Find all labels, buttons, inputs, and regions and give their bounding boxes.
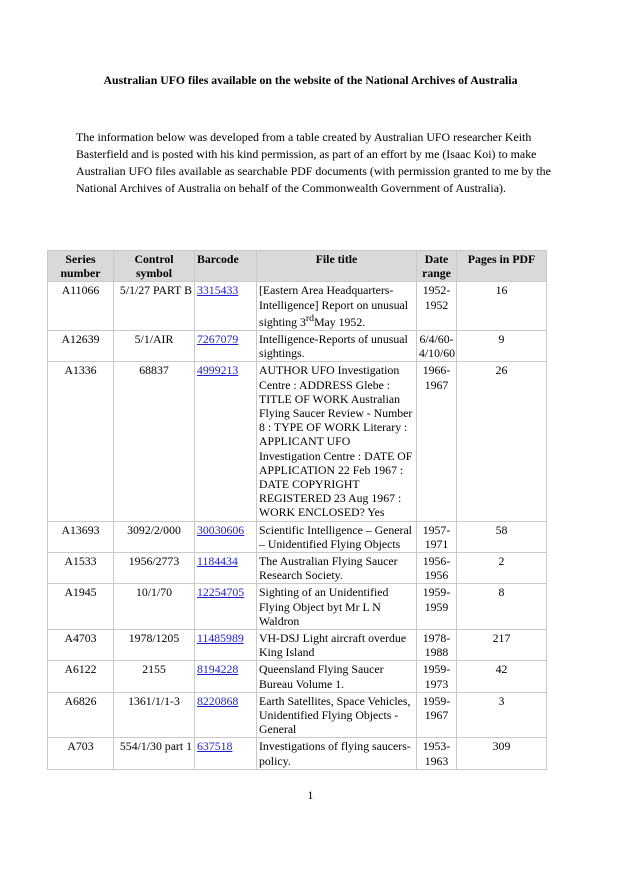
barcode-link[interactable]: 7267079 — [197, 331, 239, 346]
cell-control: 5/1/AIR — [114, 330, 195, 361]
cell-pages: 217 — [457, 630, 547, 661]
cell-date: 1959-1973 — [417, 661, 457, 692]
cell-barcode — [195, 521, 257, 552]
cell-series: A11066 — [48, 282, 114, 331]
cell-date: 1952-1952 — [417, 282, 457, 331]
cell-date: 6/4/60-4/10/60 — [417, 330, 457, 361]
cell-series: A4703 — [48, 630, 114, 661]
cell-control: 554/1/30 part 1 — [114, 738, 195, 769]
cell-control: 2155 — [114, 661, 195, 692]
table-row — [48, 552, 547, 583]
barcode-link[interactable]: 4999213 — [197, 363, 239, 378]
title-text-end: May 1952. — [314, 314, 366, 329]
cell-title: Earth Satellites, Space Vehicles, Unidentified Flying Objects - General — [257, 692, 417, 738]
cell-pages: 16 — [457, 282, 547, 331]
cell-barcode — [195, 584, 257, 630]
cell-date: 1959-1959 — [417, 584, 457, 630]
cell-barcode — [195, 630, 257, 661]
cell-series: A1945 — [48, 584, 114, 630]
cell-pages: 3 — [457, 692, 547, 738]
cell-title: AUTHOR UFO Investigation Centre : ADDRESS Glebe : TITLE OF WORK Australian Flying Saucer Review - Number 8 : TYPE OF WORK Literary : APPLICANT UFO Investigation Centre : DATE OF APPLICATION 22 Feb 1967 : DATE COPYRIGHT REGISTERED 23 Aug 1967 : WORK ENCLOSED? Yes — [257, 362, 417, 521]
cell-pages: 8 — [457, 584, 547, 630]
table-row — [48, 330, 547, 361]
cell-series: A1533 — [48, 552, 114, 583]
cell-date: 1978-1988 — [417, 630, 457, 661]
cell-control: 1956/2773 — [114, 552, 195, 583]
cell-series: A1336 — [48, 362, 114, 521]
header-pages-in-pdf: Pages in PDF — [457, 251, 547, 282]
header-date-range: Date range — [417, 251, 457, 282]
table-row — [48, 630, 547, 661]
cell-date: 1957-1971 — [417, 521, 457, 552]
cell-control: 1361/1/1-3 — [114, 692, 195, 738]
cell-title: VH-DSJ Light aircraft overdue King Island — [257, 630, 417, 661]
cell-title: Queensland Flying Saucer Bureau Volume 1. — [257, 661, 417, 692]
cell-series: A13693 — [48, 521, 114, 552]
cell-barcode — [195, 330, 257, 361]
intro-paragraph: The information below was developed from a table created by Australian UFO researcher Keith Basterfield and is posted with his kind permission, as part of an effort by me (Isaac Koi) to make Australian UFO files available as searchable PDF documents (with permission granted to me by the National Archives of Australia on behalf of the Commonwealth Government of Australia). — [76, 130, 551, 195]
cell-pages: 2 — [457, 552, 547, 583]
barcode-link[interactable]: 30030606 — [197, 522, 245, 537]
cell-title: Intelligence-Reports of unusual sightings. — [257, 330, 417, 361]
table-row — [48, 362, 547, 521]
barcode-link[interactable]: 11485989 — [197, 631, 244, 645]
cell-series: A6826 — [48, 692, 114, 738]
header-control-symbol: Control symbol — [114, 251, 195, 282]
cell-series: A703 — [48, 738, 114, 769]
cell-date: 1953-1963 — [417, 738, 457, 769]
table-row — [48, 584, 547, 630]
document-title: Australian UFO files available on the website of the National Archives of Australia — [103, 73, 518, 87]
header-series-number: Series number — [48, 251, 114, 282]
title-text: [Eastern Area Headquarters-Intelligence] Report on unusual sighting 3 — [259, 283, 409, 329]
cell-series: A6122 — [48, 661, 114, 692]
cell-control: 68837 — [114, 362, 195, 521]
header-file-title: File title — [257, 251, 417, 282]
cell-date: 1959-1967 — [417, 692, 457, 738]
cell-control: 3092/2/000 — [114, 521, 195, 552]
cell-barcode — [195, 738, 257, 769]
cell-control: 10/1/70 — [114, 584, 195, 630]
barcode-link[interactable]: 1184434 — [197, 553, 238, 568]
page-number: 1 — [307, 788, 314, 802]
cell-title — [257, 282, 417, 331]
table-header-row — [48, 251, 547, 282]
barcode-link[interactable]: 8220868 — [197, 693, 239, 708]
ufo-files-table — [47, 250, 547, 770]
cell-title: Investigations of flying saucers-policy. — [257, 738, 417, 769]
barcode-link[interactable]: 3315433 — [197, 283, 239, 298]
cell-pages: 9 — [457, 330, 547, 361]
table-row — [48, 692, 547, 738]
cell-pages: 26 — [457, 362, 547, 521]
cell-series: A12639 — [48, 330, 114, 361]
barcode-link[interactable]: 637518 — [197, 739, 233, 754]
cell-pages: 58 — [457, 521, 547, 552]
cell-title: The Australian Flying Saucer Research Society. — [257, 552, 417, 583]
cell-date: 1956-1956 — [417, 552, 457, 583]
cell-barcode — [195, 282, 257, 331]
table-row — [48, 661, 547, 692]
cell-date: 1966-1967 — [417, 362, 457, 521]
cell-barcode — [195, 362, 257, 521]
title-superscript: rd — [305, 312, 315, 324]
cell-title: Scientific Intelligence – General – Unidentified Flying Objects — [257, 521, 417, 552]
cell-barcode — [195, 552, 257, 583]
table-row — [48, 282, 547, 331]
cell-barcode — [195, 661, 257, 692]
table-row — [48, 521, 547, 552]
table-row — [48, 738, 547, 769]
cell-title: Sighting of an Unidentified Flying Object byt Mr L N Waldron — [257, 584, 417, 630]
cell-barcode — [195, 692, 257, 738]
barcode-link[interactable]: 8194228 — [197, 662, 239, 677]
cell-pages: 42 — [457, 661, 547, 692]
cell-control: 5/1/27 PART B — [114, 282, 195, 331]
cell-pages: 309 — [457, 738, 547, 769]
barcode-link[interactable]: 12254705 — [197, 585, 245, 600]
header-barcode: Barcode — [195, 251, 257, 282]
cell-control: 1978/1205 — [114, 630, 195, 661]
